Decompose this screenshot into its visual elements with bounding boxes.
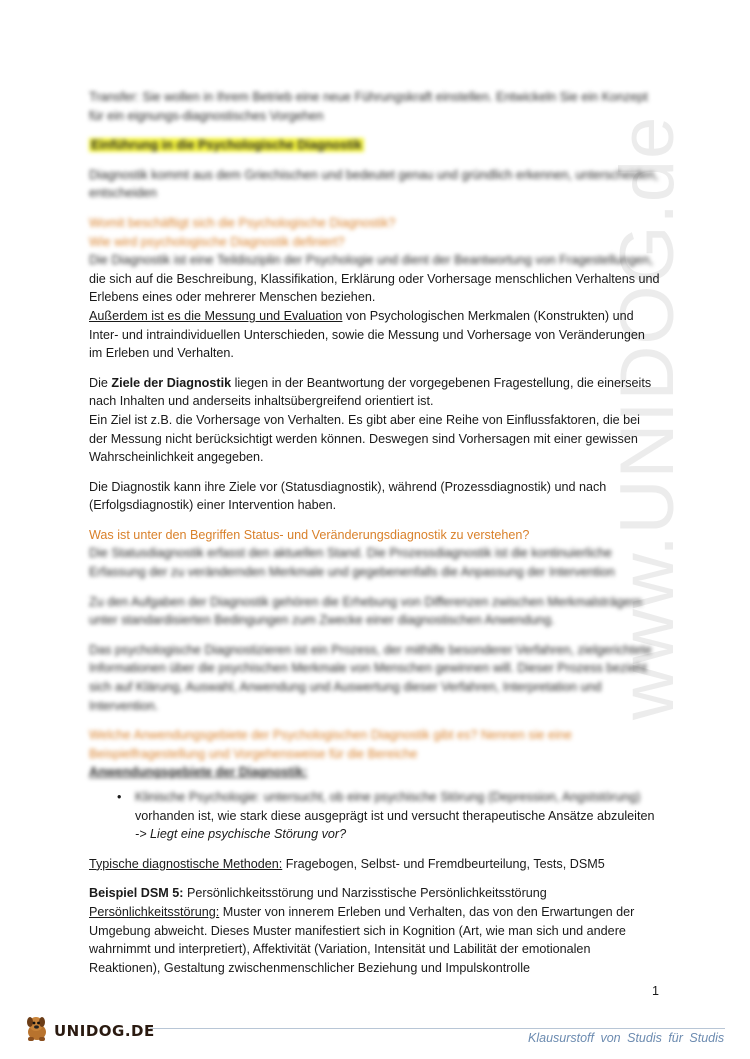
bullet-dot-icon: • — [117, 790, 122, 804]
aufgaben-text: Zu den Aufgaben der Diagnostik gehören die Erhebung von Differenzen zwischen Merkmalsträgern unter standardisierten Bedingungen zum Zwecke einer diagnostischen Anwendung. — [89, 594, 642, 628]
transfer-task: Transfer: Sie wollen in Ihrem Betrieb eine neue Führungskraft einstellen. Entwickeln Sie ein Konzept für ein eignungs-diagnostisches Vorgehen — [89, 90, 648, 123]
question-1: Womit beschäftigt sich die Psychologische Diagnostik? — [89, 215, 396, 230]
list-item — [89, 788, 661, 844]
dsm-label: Beispiel DSM 5: — [89, 886, 184, 901]
klinisch-text: Klinische Psychologie: untersucht, ob eine psychische Störung (Depression, Angststörung) — [135, 790, 641, 804]
footer-tagline: Klausurstoff von Studis für Studis — [528, 1031, 725, 1045]
ps-text: Muster von innerem Erleben und Verhalten, das von den Erwartungen der Umgebung abweicht. Dieses Muster manifestiert sich in Kognition (Art, wie man sich und andere wahrnimmt und interpretiert), Affektivität (Variation, Intensität und Labilität der emotionalen Reaktionen), Gestaltung zwischenmenschlicher Beziehung und Impulskontrolle — [89, 904, 635, 975]
dsm-text: Persönlichkeitsstörung und Narzisstische Persönlichkeitsstörung — [183, 886, 547, 901]
question-3: Welche Anwendungsgebiete der Psychologischen Diagnostik gibt es? Nennen sie eine Beispielfragestellung und Vorgehensweise für die Bereiche — [89, 728, 572, 761]
paragraph-2-text: liegen in der Beantwortung der vorgegebenen Fragestellung, die einerseits nach Inhalten und anderseits inhaltsübergreifend orientiert ist. — [89, 375, 652, 409]
question-status: Was ist unter den Begriffen Status- und Veränderungsdiagnostik zu verstehen? — [89, 527, 530, 542]
document-body — [89, 88, 661, 977]
page-number: 1 — [652, 984, 660, 998]
footer-logo[interactable] — [22, 1013, 155, 1049]
anwendung-list — [89, 788, 661, 844]
logo-text: UNIDOG.DE — [54, 1021, 155, 1040]
status-answer: Die Statusdiagnostik erfasst den aktuellen Stand. Die Prozessdiagnostik ist die kontinuierliche Erfassung der zu verändernden Merkmale und gegebenenfalls die Anpassung der Intervention — [89, 546, 615, 580]
bullet-continuation: vorhanden ist, wie stark diese ausgeprägt ist und versucht therapeutische Ansätze abzuleiten — [135, 808, 655, 823]
watermark: www.UNIDOG.de — [605, 115, 690, 720]
paragraph-1 — [89, 270, 661, 363]
diagnostizieren-text: Das psychologische Diagnostizieren ist ein Prozess, der mithilfe besonderer Verfahren, zielgerichtete Informationen über die psychischen Merkmale von Menschen gewinnen will. Dieser Prozess bezieht sich auf Klärung, Auswahl, Anwendung und Auswertung dieser Verfahren, Interpretation und Intervention. — [89, 642, 652, 713]
methoden-label: Typische diagnostische Methoden: — [89, 856, 283, 871]
paragraph-2 — [89, 374, 661, 467]
paragraph-1-underline: Außerdem ist es die Messung und Evaluation — [89, 308, 343, 323]
section-heading: Einführung in die Psychologische Diagnostik — [91, 138, 362, 153]
ziele-term: Ziele der Diagnostik — [111, 375, 232, 390]
dsm-line — [89, 884, 661, 903]
paragraph-3: Die Diagnostik kann ihre Ziele vor (Statusdiagnostik), während (Prozessdiagnostik) und nach (Erfolgsdiagnostik) einer Intervention haben. — [89, 479, 607, 513]
anwendung-heading: Anwendungsgebiete der Diagnostik: — [89, 765, 308, 780]
methoden-text: Fragebogen, Selbst- und Fremdbeurteilung, Tests, DSM5 — [282, 856, 605, 871]
definition-text: Diagnostik kommt aus dem Griechischen und bedeutet genau und gründlich erkennen, unterscheiden, entscheiden — [89, 167, 659, 201]
ps-paragraph — [89, 903, 661, 977]
dog-mascot-icon — [22, 1013, 52, 1049]
paragraph-1-tail: von Psychologischen Merkmalen (Konstrukten) und Inter- und intraindividuellen Unterschieden, sowie die Messung und Vorhersage von Veränderungen im Erleben und Verhalten. — [89, 308, 645, 361]
paragraph-2-example: Ein Ziel ist z.B. die Vorhersage von Verhalten. Es gibt aber eine Reihe von Einflussfaktoren, die bei der Messung nicht berücksichtigt werden können. Deswegen sind Vorhersagen mit einer gewissen Wahrscheinlichkeit angegeben. — [89, 412, 640, 465]
bullet-question: -> Liegt eine psychische Störung vor? — [135, 827, 347, 842]
question-2: Wie wird psychologische Diagnostik definiert? — [89, 234, 345, 249]
ps-label: Persönlichkeitsstörung: — [89, 904, 220, 919]
methoden-line — [89, 855, 661, 874]
paragraph-2-lead: Die — [89, 375, 112, 390]
intro-line: Die Diagnostik ist eine Teildisziplin der Psychologie und dient der Beantwortung von Fragestellungen, — [89, 253, 654, 268]
paragraph-1-text: die sich auf die Beschreibung, Klassifikation, Erklärung oder Vorhersage menschlichen Verhaltens und Erlebens eines oder mehrerer Menschen beziehen. — [89, 271, 660, 305]
